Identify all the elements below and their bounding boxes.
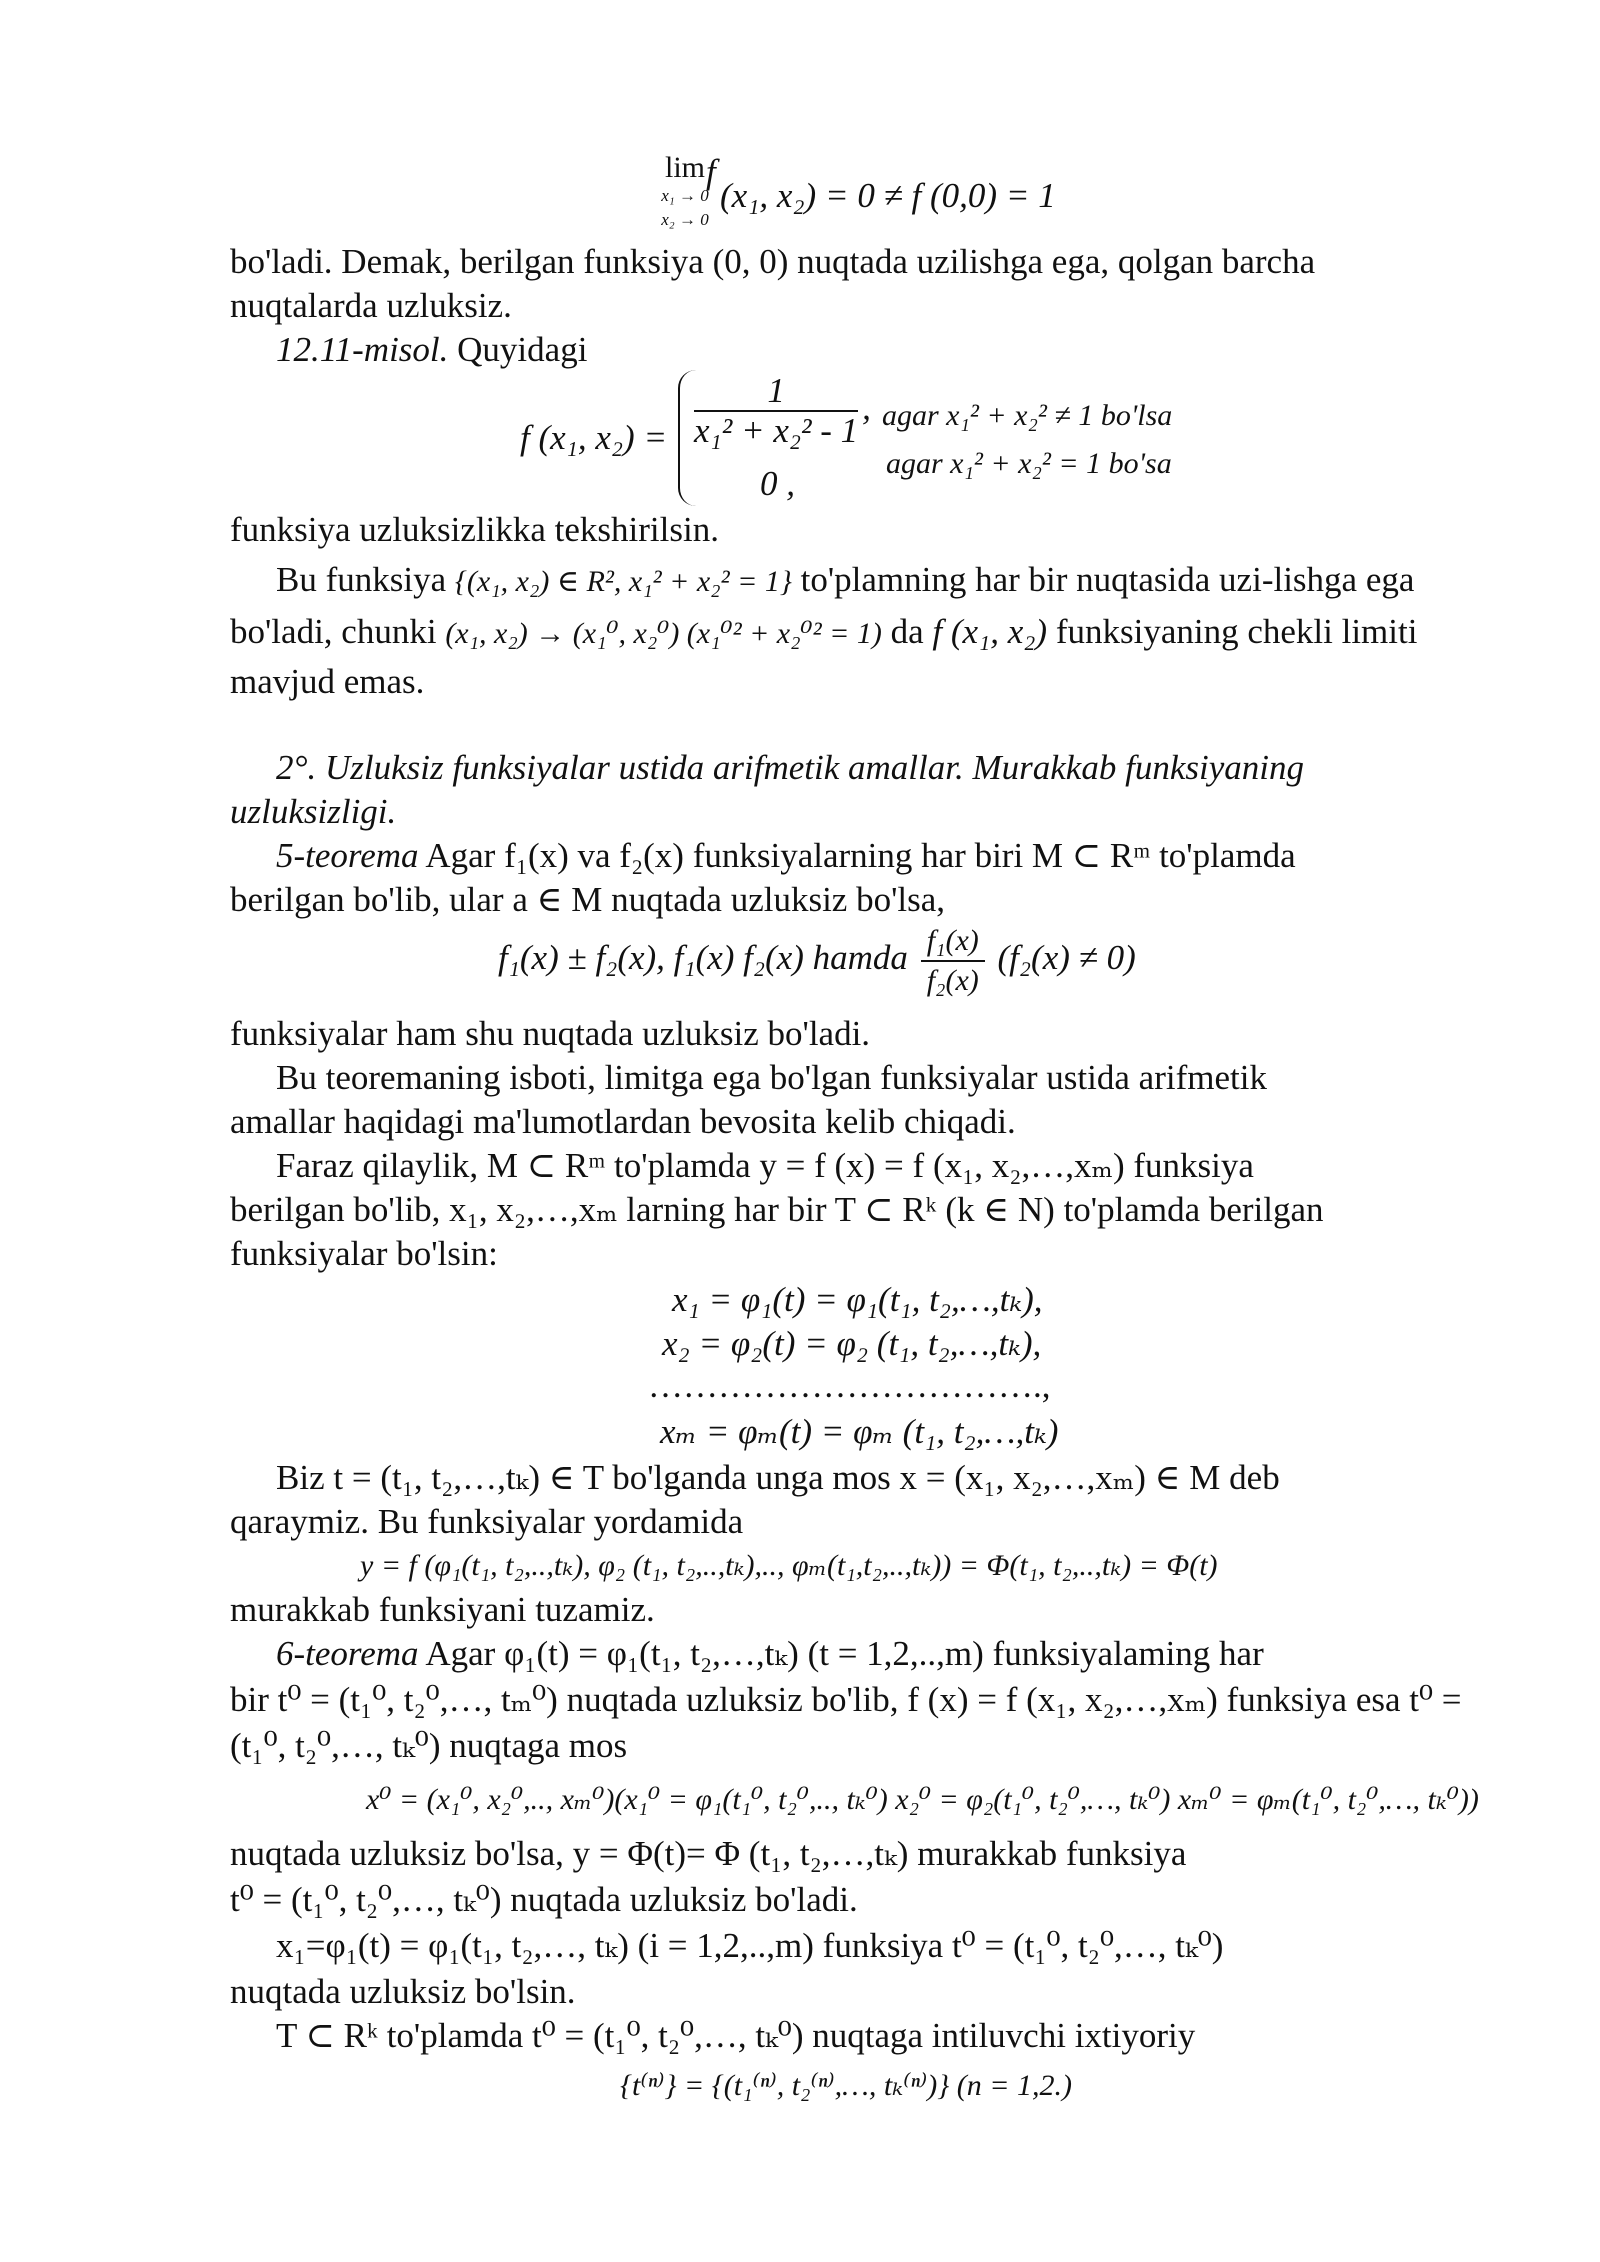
fraction-denominator: f₂(x) xyxy=(926,964,979,997)
formula-run: f₁(x) ± f₂(x), f₁(x) f₂(x) hamda xyxy=(498,938,908,978)
limit-condition-x1: x₁ → 0 xyxy=(661,186,709,205)
paragraph-line: funksiya uzluksizlikka tekshirilsin. xyxy=(230,510,719,549)
limit-function-f: f xyxy=(706,152,716,191)
paragraph-line: berilgan bo'lib, x₁, x₂,…,xₘ larning har bir T ⊂ Rᵏ (k ∈ N) to'plamda berilgan xyxy=(230,1190,1324,1229)
theorem-5-formula xyxy=(498,922,1136,1000)
theorem-6-line xyxy=(276,1632,1264,1675)
paragraph-line: nuqtalarda uzluksiz. xyxy=(230,286,512,325)
theorem-label: 5-teorema xyxy=(276,836,419,875)
example-label: 12.11-misol. xyxy=(276,330,449,369)
paragraph-line: murakkab funksiyani tuzamiz. xyxy=(230,1590,655,1629)
fraction-numerator: f₁(x) xyxy=(921,922,985,962)
section-heading: 2°. Uzluksiz funksiyalar ustida arifmetik amallar. Murakkab funksiyaning xyxy=(276,748,1304,787)
lim-label: lim xyxy=(664,151,705,184)
composite-function-equation: y = f (φ₁(t₁, t₂,..,tₖ), φ₂ (t₁, t₂,..,tₖ),.., φₘ(t₁,t₂,..,tₖ)) = Φ(t₁, t₂,..,tₖ) = Φ(t) xyxy=(360,1549,1218,1582)
paragraph-line: (t₁⁰, t₂⁰,…, tₖ⁰) nuqtaga mos xyxy=(230,1726,628,1765)
paragraph-line: funksiyalar bo'lsin: xyxy=(230,1234,498,1273)
example-text: Quyidagi xyxy=(448,330,588,369)
theorem-text: Agar φ₁(t) = φ₁(t₁, t₂,…,tₖ) (t = 1,2,..,m) funksiyalaming har xyxy=(418,1634,1264,1673)
section-heading-cont: uzluksizligi. xyxy=(230,792,397,831)
text-run: Bu funksiya xyxy=(276,560,455,599)
fraction-numerator: 1 xyxy=(694,372,858,412)
paragraph-line: bo'ladi. Demak, berilgan funksiya (0, 0) nuqtada uzilishga ega, qolgan barcha xyxy=(230,242,1316,281)
text-run: funksiyaning chekli limiti xyxy=(1047,612,1418,651)
paragraph-line: funksiyalar ham shu nuqtada uzluksiz bo'ladi. xyxy=(230,1014,871,1053)
text-run: bo'ladi, chunki xyxy=(230,612,446,651)
paragraph-line: mavjud emas. xyxy=(230,662,425,701)
piecewise-condition-2: agar x₁² + x₂² = 1 bo'sa xyxy=(886,447,1172,480)
paragraph-line: Bu teoremaning isboti, limitga ega bo'lgan funksiyalar ustida arifmetik xyxy=(276,1058,1267,1097)
text-run: da xyxy=(881,612,933,651)
paragraph-line: berilgan bo'lib, ular a ∈ M nuqtada uzluksiz bo'lsa, xyxy=(230,880,946,919)
function-expression: f (x₁, x₂) xyxy=(932,612,1048,651)
set-expression: {(x₁, x₂) ∈ R², x₁² + x₂² = 1} xyxy=(454,565,792,598)
limit-point-expression: (x₁, x₂) → (x₁⁰, x₂⁰) (x₁⁰² + x₂⁰² = 1) xyxy=(445,617,882,650)
theorem-text: Agar f₁(x) va f₂(x) funksiyalarning har biri M ⊂ Rᵐ to'plamda xyxy=(418,836,1296,875)
equation-x1: x₁ = φ₁(t) = φ₁(t₁, t₂,…,tₖ), xyxy=(672,1280,1043,1319)
fraction-denominator: x₁² + x₂² - 1 xyxy=(694,411,859,450)
theorem-label: 6-teorema xyxy=(276,1634,419,1673)
equation-ellipsis: ……………………………., xyxy=(648,1366,1051,1405)
limit-condition-x2: x₂ → 0 xyxy=(661,210,709,229)
example-heading xyxy=(276,328,587,371)
piecewise-lhs: f (x₁, x₂) = xyxy=(520,418,668,457)
theorem-5-line xyxy=(276,834,1296,877)
paragraph-line: T ⊂ Rᵏ to'plamda t⁰ = (t₁⁰, t₂⁰,…, tₖ⁰) nuqtaga intiluvchi ixtiyoriy xyxy=(276,2016,1196,2055)
piecewise-condition-1: agar x₁² + x₂² ≠ 1 bo'lsa xyxy=(882,399,1173,432)
point-x0-equation: x⁰ = (x₁⁰, x₂⁰,.., xₘ⁰)(x₁⁰ = φ₁(t₁⁰, t₂⁰,.., tₖ⁰) x₂⁰ = φ₂(t₁⁰, t₂⁰,…, tₖ⁰) xₘ⁰ = φₘ(t₁⁰, t₂⁰,…, tₖ⁰)) xyxy=(366,1783,1479,1816)
paragraph-line: amallar haqidagi ma'lumotlardan bevosita kelib chiqadi. xyxy=(230,1102,1016,1141)
paragraph-line: Faraz qilaylik, M ⊂ Rᵐ to'plamda y = f (x) = f (x₁, x₂,…,xₘ) funksiya xyxy=(276,1146,1254,1185)
limit-equation: (x₁, x₂) = 0 ≠ f (0,0) = 1 xyxy=(720,176,1056,215)
paragraph-line: t⁰ = (t₁⁰, t₂⁰,…, tₖ⁰) nuqtada uzluksiz bo'ladi. xyxy=(230,1880,858,1919)
text-run: to'plamning har bir nuqtasida uzi-lishga ega xyxy=(791,560,1415,599)
paragraph-line: nuqtada uzluksiz bo'lsin. xyxy=(230,1972,576,2011)
paragraph-line: x₁=φ₁(t) = φ₁(t₁, t₂,…, tₖ) (i = 1,2,..,m) funksiya t⁰ = (t₁⁰, t₂⁰,…, tₖ⁰) xyxy=(276,1926,1224,1965)
paragraph-line: Biz t = (t₁, t₂,…,tₖ) ∈ T bo'lganda unga mos x = (x₁, x₂,…,xₘ) ∈ M deb xyxy=(276,1458,1280,1497)
equation-xm: xₘ = φₘ(t) = φₘ (t₁, t₂,…,tₖ) xyxy=(660,1412,1059,1451)
piecewise-fraction xyxy=(690,372,871,450)
paragraph-line: bir t⁰ = (t₁⁰, t₂⁰,…, tₘ⁰) nuqtada uzluksiz bo'lib, f (x) = f (x₁, x₂,…,xₘ) funksiya esa t⁰ = xyxy=(230,1680,1462,1719)
paragraph-line xyxy=(230,610,1417,655)
paragraph-line: qaraymiz. Bu funksiyalar yordamida xyxy=(230,1502,744,1541)
paragraph-line xyxy=(276,558,1414,603)
piecewise-comma: , xyxy=(862,388,871,428)
equation-x2: x₂ = φ₂(t) = φ₂ (t₁, t₂,…,tₖ), xyxy=(662,1324,1042,1363)
sequence-expression: {t⁽ⁿ⁾} = {(t₁⁽ⁿ⁾, t₂⁽ⁿ⁾,…, tₖ⁽ⁿ⁾)} (n = 1,2.) xyxy=(620,2069,1072,2102)
piecewise-zero: 0 , xyxy=(760,464,795,503)
paragraph-line: nuqtada uzluksiz bo'lsa, y = Φ(t)= Φ (t₁, t₂,…,tₖ) murakkab funksiya xyxy=(230,1834,1187,1873)
formula-run: (f₂(x) ≠ 0) xyxy=(997,938,1136,978)
